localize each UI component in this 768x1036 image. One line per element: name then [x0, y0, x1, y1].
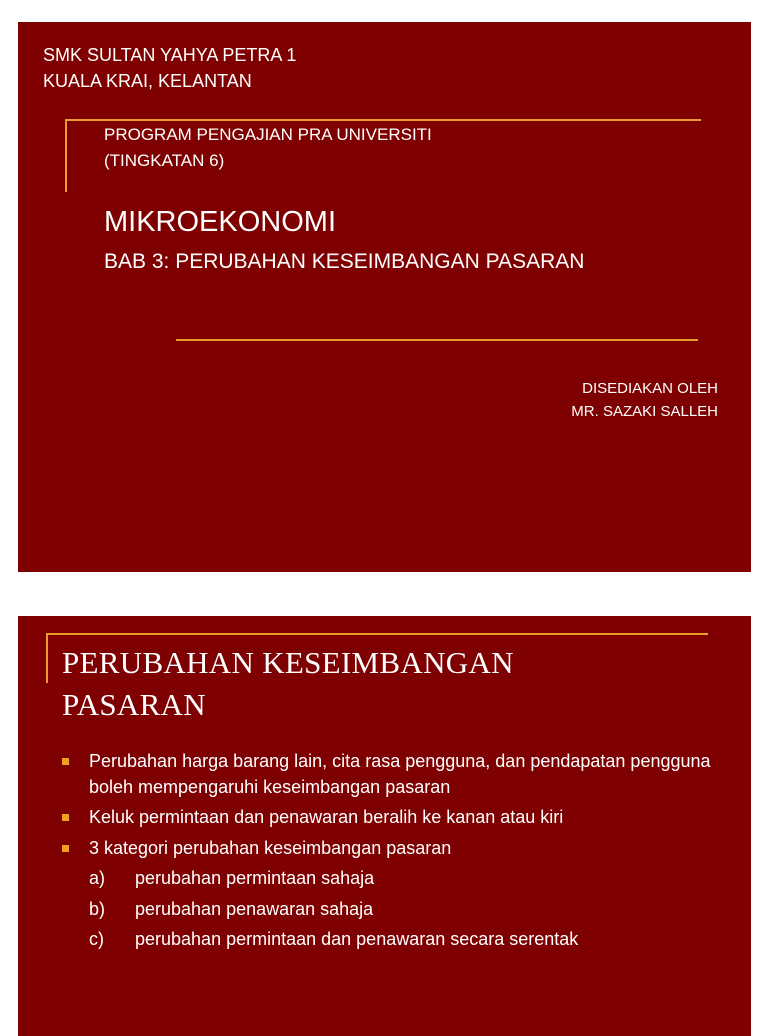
sub-item-text: perubahan penawaran sahaja: [135, 898, 374, 919]
accent-top-line: [65, 119, 701, 121]
author-name: MR. SAZAKI SALLEH: [571, 403, 718, 420]
sub-item-text: perubahan permintaan sahaja: [135, 868, 375, 888]
list-item-text: Perubahan harga barang lain, cita rasa pengguna, dan pendapatan pengguna boleh mempengaruhi keseimbangan pasaran: [89, 751, 711, 797]
sub-list-item: [62, 897, 722, 923]
square-bullet-icon: [62, 845, 69, 852]
sub-item-letter: a): [89, 868, 106, 888]
list-item-text: Keluk permintaan dan penawaran beralih ke kanan atau kiri: [89, 807, 564, 827]
sub-item-letter: c): [89, 929, 104, 949]
list-item-text: 3 kategori perubahan keseimbangan pasaran: [89, 837, 452, 858]
accent-divider-line: [176, 339, 698, 341]
title-slide: [18, 22, 751, 572]
accent-top-line: [46, 633, 708, 635]
sub-item-text: perubahan permintaan dan penawaran secara serentak: [135, 929, 579, 949]
list-item: [62, 836, 722, 862]
accent-vertical-line: [46, 633, 48, 683]
accent-vertical-line: [65, 119, 67, 192]
program-name: PROGRAM PENGAJIAN PRA UNIVERSITI: [104, 125, 432, 144]
sub-list-item: [62, 927, 595, 953]
slide-title: [62, 642, 622, 726]
square-bullet-icon: [62, 814, 69, 821]
slide-title-line-1: PERUBAHAN KESEIMBANGAN: [62, 645, 514, 680]
list-item: [62, 749, 722, 800]
content-slide: [18, 616, 751, 1036]
slide-title-line-2: PASARAN: [62, 687, 206, 722]
school-name: SMK SULTAN YAHYA PETRA 1: [43, 45, 297, 65]
program-level: (TINGKATAN 6): [104, 151, 225, 170]
sub-item-letter: b): [89, 898, 106, 919]
sub-list-item: [62, 866, 722, 892]
slide-subtitle: BAB 3: PERUBAHAN KESEIMBANGAN PASARAN: [104, 250, 585, 273]
bullet-list: [62, 749, 722, 958]
prepared-by-label: DISEDIAKAN OLEH: [582, 380, 718, 397]
list-item: [62, 805, 722, 831]
square-bullet-icon: [62, 758, 69, 765]
slide-title: MIKROEKONOMI: [104, 206, 337, 238]
school-location: KUALA KRAI, KELANTAN: [43, 71, 252, 91]
